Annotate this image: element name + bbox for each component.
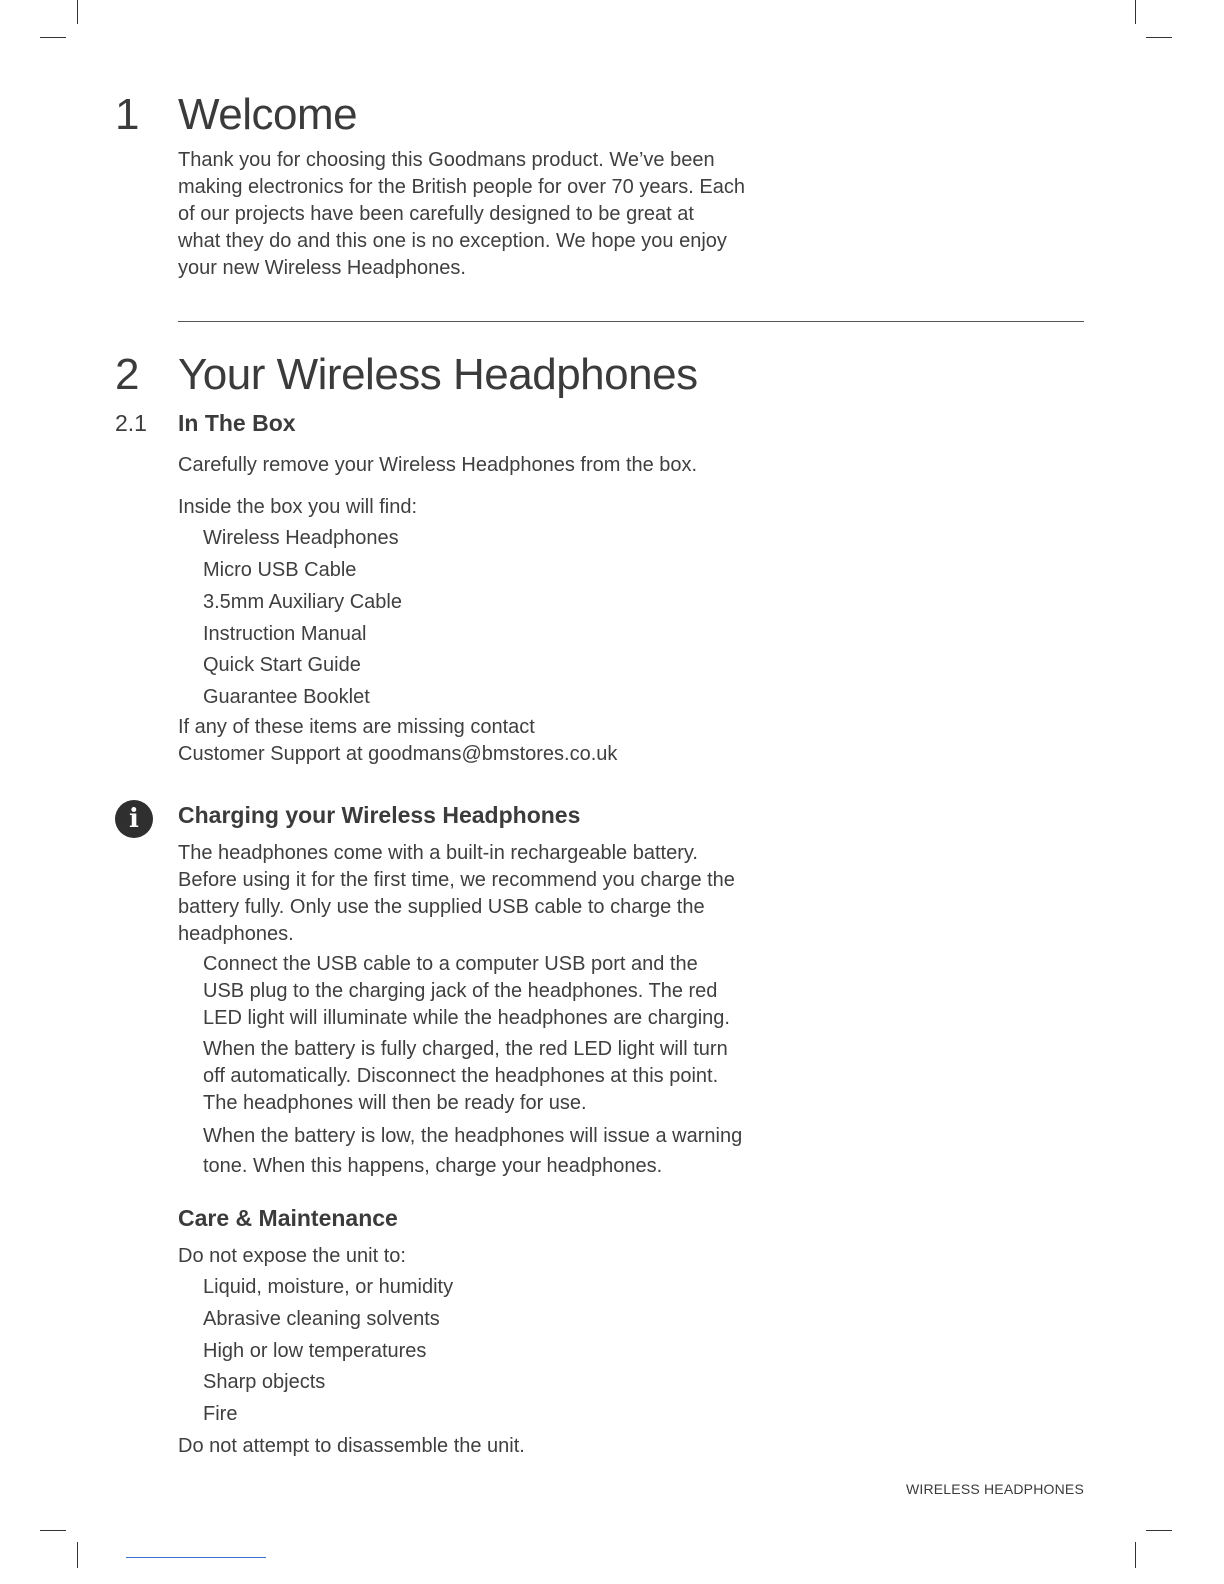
text-line: The headphones will then be ready for use.	[203, 1092, 587, 1114]
crop-mark	[1146, 37, 1172, 38]
info-icon: i	[115, 800, 153, 838]
charging-paragraph	[178, 840, 735, 948]
welcome-paragraph	[178, 147, 745, 282]
text-line: of our projects have been carefully designed to be great at	[178, 203, 694, 225]
section-divider	[178, 321, 1084, 322]
care-intro: Do not expose the unit to:	[178, 1245, 406, 1267]
crop-mark	[1135, 1542, 1136, 1568]
text-line: headphones.	[178, 923, 294, 945]
section-number: 2	[115, 350, 139, 399]
subsection-number: 2.1	[115, 410, 147, 436]
list-item: 3.5mm Auxiliary Cable	[203, 591, 402, 613]
text-line: Thank you for choosing this Goodmans product. We’ve been	[178, 149, 715, 171]
crop-mark	[40, 1530, 66, 1531]
text-line: Customer Support at goodmans@bmstores.co.uk	[178, 743, 618, 765]
list-item: Abrasive cleaning solvents	[203, 1308, 440, 1330]
text-line: When the battery is fully charged, the red LED light will turn	[203, 1038, 728, 1060]
charging-title: Charging your Wireless Headphones	[178, 802, 581, 828]
text-line: tone. When this happens, charge your headphones.	[203, 1155, 663, 1177]
text-line: off automatically. Disconnect the headphones at this point.	[203, 1065, 719, 1087]
section-number: 1	[115, 90, 139, 139]
text-line: Before using it for the first time, we recommend you charge the	[178, 869, 735, 891]
text-line: Connect the USB cable to a computer USB port and the	[203, 953, 698, 975]
page-footer: WIRELESS HEADPHONES	[905, 1481, 1084, 1497]
crop-mark	[1135, 0, 1136, 24]
charging-step	[203, 1036, 728, 1117]
inside-label: Inside the box you will find:	[178, 496, 418, 518]
care-title: Care & Maintenance	[178, 1205, 398, 1231]
list-item: Sharp objects	[203, 1371, 326, 1393]
charging-step	[203, 1121, 742, 1181]
list-item: Fire	[203, 1403, 238, 1425]
crop-mark	[1146, 1530, 1172, 1531]
text-line: If any of these items are missing contact	[178, 716, 535, 738]
care-closing: Do not attempt to disassemble the unit.	[178, 1435, 525, 1457]
crop-mark	[77, 1542, 78, 1568]
list-item: Guarantee Booklet	[203, 686, 370, 708]
subsection-title: In The Box	[178, 410, 296, 436]
list-item: Wireless Headphones	[203, 527, 399, 549]
bottom-rule	[126, 1557, 266, 1558]
list-item: Instruction Manual	[203, 623, 367, 645]
text-line: USB plug to the charging jack of the headphones. The red	[203, 980, 718, 1002]
intro-text: Carefully remove your Wireless Headphones from the box.	[178, 454, 698, 476]
text-line: LED light will illuminate while the headphones are charging.	[203, 1007, 730, 1029]
list-item: Micro USB Cable	[203, 559, 357, 581]
text-line: what they do and this one is no exception. We hope you enjoy	[178, 230, 727, 252]
text-line: your new Wireless Headphones.	[178, 257, 466, 279]
crop-mark	[77, 0, 78, 24]
charging-step	[203, 951, 730, 1032]
section-title: Welcome	[178, 90, 358, 139]
list-item: High or low temperatures	[203, 1340, 427, 1362]
section-title: Your Wireless Headphones	[178, 350, 698, 399]
crop-mark	[40, 37, 66, 38]
text-line: battery fully. Only use the supplied USB cable to charge the	[178, 896, 705, 918]
text-line: The headphones come with a built-in rechargeable battery.	[178, 842, 698, 864]
text-line: When the battery is low, the headphones will issue a warning	[203, 1125, 743, 1147]
list-item: Liquid, moisture, or humidity	[203, 1276, 454, 1298]
text-line: making electronics for the British people for over 70 years. Each	[178, 176, 745, 198]
missing-items-note	[178, 714, 617, 768]
list-item: Quick Start Guide	[203, 654, 361, 676]
